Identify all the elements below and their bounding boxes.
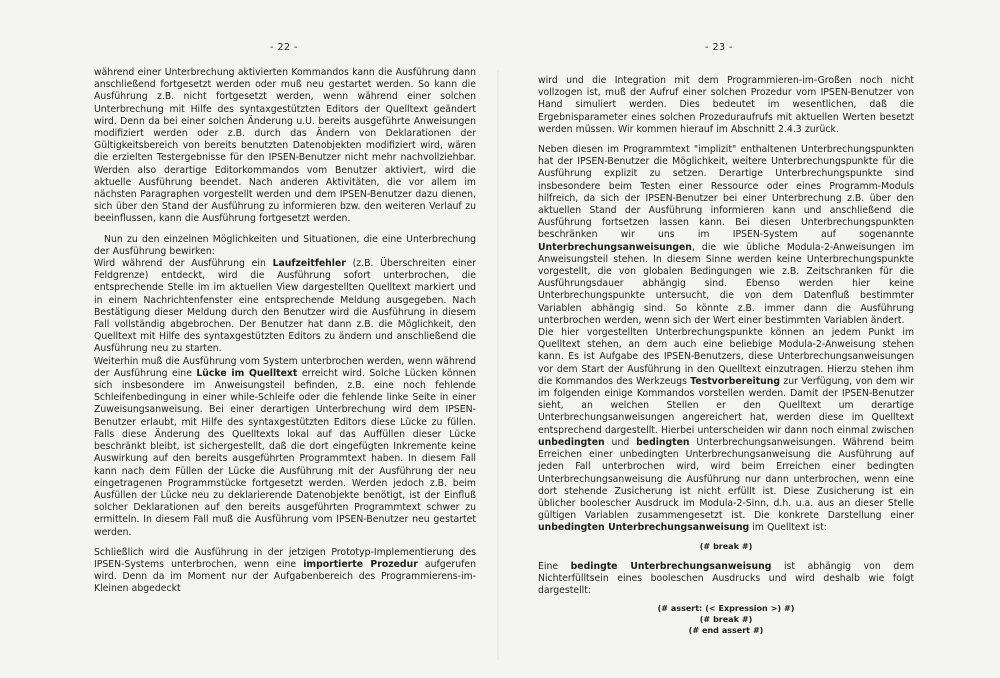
page-number: - 23 -: [705, 42, 733, 53]
paragraph: Die hier vorgestellten Unterbrechungspunkte können an jedem Punkt im Quelltext stehen, an dem auch eine beliebige Modula-2-Anweisung stehen kann. Es ist Aufgabe des IPSEN-Benutzers, diese Unterbrechungsanweisungen vor dem Start der Ausführung in den Quelltext einzutragen. Hierzu stehen ihm die Kommandos des Werkzeugs Testvorbereitung zur Verfügung, von dem wir im folgenden einige Kommandos vorstellen werden. Damit der IPSEN-Benutzer sieht, an welchen Stellen er den Quelltext um derartige Unterbrechungsanweisungen angereichert hat, werden diese im Quelltext entsprechend dargestellt. Hierbei unterscheiden wir dann noch einmal zwischen unbedingten und bedingten Unterbrechungsanweisungen. Während beim Erreichen einer unbedingten Unterbrechungsanweisung die Ausführung auf jeden Fall unterbrochen wird, wird beim Erreichen einer bedingten Unterbrechungsanweisung die Ausführung nur dann unterbrochen, wenn eine dort stehende Zusicherung ist nicht erfüllt ist. Diese Zusicherung ist ein üblicher boolescher Ausdruck im Modula-2-Sinn, d.h. u.a. aus an dieser Stelle gültigen Variablen zusammengesetzt ist. Die konkrete Darstellung einer unbedingten Unterbrechungsanweisung im Quelltext ist:: [538, 327, 914, 534]
term-testvorbereitung: Testvorbereitung: [690, 375, 781, 387]
page-number: - 22 -: [270, 42, 298, 53]
term-laufzeitfehler: Laufzeitfehler: [272, 258, 346, 270]
right-page: [500, 0, 1000, 678]
term-bedingte-unterbrechungsanweisung: bedingte Unterbrechungsanweisung: [570, 560, 772, 572]
code-break: (# break #): [699, 541, 753, 551]
code-line: (# break #): [699, 615, 753, 625]
term-unterbrechungsanweisungen: Unterbrechungsanweisungen: [538, 241, 692, 253]
paragraph: Eine bedingte Unterbrechungsanweisung ist abhängig von dem Nichterfülltsein eines booleschen Ausdrucks und wird deshalb wie folgt dargestellt:: [538, 560, 914, 597]
paragraph: Wird während der Ausführung ein Laufzeitfehler (z.B. Überschreiten einer Feldgrenze) entdeckt, wird die Ausführung sofort unterbrochen, die entsprechende Stelle im im aktuellen View dargestellten Quelltext markiert und in einem Nachrichtenfenster eine entsprechende Meldung ausgegeben. Nach Bestätigung dieser Meldung durch den Benutzer wird die Ausführung in diesem Fall vollständig abgebrochen. Der Benutzer hat dann z.B. die Möglichkeit, den Quelltext mit Hilfe des syntaxgestützten Editors zu ändern und anschließend die Ausführung neu zu starten.: [94, 258, 476, 355]
paragraph: Schließlich wird die Ausführung in der jetzigen Prototyp-Implementierung des IPSEN-Systems unterbrochen, wenn eine importierte Prozedur aufgerufen wird. Denn da im Moment nur der Aufgabenbereich des Programmierens-im-Kleinen abgedeckt: [94, 546, 476, 595]
left-page-text: [94, 67, 476, 604]
term-unbedingten: unbedingten: [538, 436, 605, 448]
paragraph: wird und die Integration mit dem Programmieren-im-Großen noch nicht vollzogen ist, muß der Aufruf einer solchen Prozedur vom IPSEN-Benutzer von Hand simuliert werden. Dies bedeutet im wesentlichen, daß die Ergebnisparameter eines solchen Prozeduraufrufs mit aktuellen Werten besetzt werden müssen. Wir kommen hierauf im Abschnitt 2.4.3 zurück.: [538, 75, 914, 135]
term-luecke-im-quelltext: Lücke im Quelltext: [196, 367, 298, 379]
term-unbedingte-unterbrechungsanweisung: unbedingten Unterbrechungsanweisung: [538, 522, 750, 534]
paragraph: Nun zu den einzelnen Möglichkeiten und Situationen, die eine Unterbrechung der Ausführung bewirken:: [94, 233, 476, 257]
code-line: (# assert: (< Expression >) #): [657, 604, 795, 614]
right-page-text: [538, 75, 914, 644]
code-assert-block: [538, 603, 914, 636]
code-line: (# end assert #): [688, 626, 764, 636]
term-importierte-prozedur: importierte Prozedur: [303, 558, 418, 570]
paragraph: Weiterhin muß die Ausführung vom System unterbrochen werden, wenn während der Ausführung eine Lücke im Quelltext erreicht wird. Solche Lücken können sich insbesondere im Anweisungsteil befinden, z.B. eine noch fehlende Schleifenbedingung in einer while-Schleife oder die fehlende linke Seite in einer Zuweisungsanweisung. Bei einer derartigen Unterbrechung wird dem IPSEN-Benutzer erlaubt, mit Hilfe des syntaxgestützten Editors diese Lücke zu füllen. Falls diese Änderung des Quelltexts lokal auf das Auffüllen dieser Lücke beschränkt bleibt, ist sichergestellt, daß die dort eingefügten Inkremente keine Auswirkung auf den bereits ausgeführten Programmtext haben. In diesem Fall kann nach dem Füllen der Lücke die Ausführung mit der Ausführung der neu eingetragenen Programmstücke fortgesetzt werden. Werden jedoch z.B. beim Ausfüllen der Lücke neu zu deklarierende Datenobjekte benötigt, ist der Einfluß solcher Deklarationen auf den bereits ausgeführten Programmtext schwer zu ermitteln. In diesem Fall muß die Ausführung vom IPSEN-Benutzer neu gestartet werden.: [94, 355, 477, 538]
term-bedingten: bedingten: [636, 436, 690, 448]
paragraph: während einer Unterbrechung aktivierten Kommandos kann die Ausführung dann anschließend fortgesetzt werden oder muß neu gestartet werden. So kann die Ausführung z.B. nicht fortgesetzt werden, wenn während einer solchen Unterbrechung mit Hilfe des syntaxgestützten Editors der Quelltext geändert wird. Denn da bei einer solchen Änderung u.U. bereits ausgeführte Anweisungen modifiziert werden oder z.B. durch das Ändern von Deklarationen der Gültigkeitsbereich von bereits benutzten Datenobjekten modifiziert wird, wären die erzielten Testergebnisse für den IPSEN-Benutzer nicht mehr nachvollziehbar. Werden also derartige Editorkommandos vom Benutzer aktiviert, wird die aktuelle Ausführung beendet. Nach anderen Aktivitäten, die vor allem im nächsten Paragraphen vorgestellt werden und dem IPSEN-Benutzer dazu dienen, sich über den Stand der Ausführung zu informieren bzw. den weiteren Verlauf zu beeinflussen, kann die Ausführung fortgesetzt werden.: [94, 67, 476, 225]
paragraph: Neben diesen im Programmtext "implizit" enthaltenen Unterbrechungspunkten hat der IPSEN-Benutzer die Möglichkeit, weitere Unterbrechungspunkte für die Ausführung explizit zu setzen. Derartige Unterbrechungspunkte sind insbesondere beim Testen einer Ressource oder eines Programm-Moduls hilfreich, da sich der IPSEN-Benutzer bei einer Unterbrechung z.B. über den aktuellen Stand der Ausführung informieren kann und anschließend die Ausführung fortsetzen lassen kann. Bei diesen Unterbrechungspunkten beschränken wir uns im IPSEN-System auf sogenannte Unterbrechungsanweisungen, die wie übliche Modula-2-Anweisungen im Anweisungsteil stehen. In diesem Sinne werden keine Unterbrechungspunkte vorgestellt, die von globalen Bedingungen wie z.B. Zeitschranken für die Ausführungsdauer abhängig sind. Ebenso werden hier keine Unterbrechungspunkte untersucht, die von dem Datenfluß bestimmter Variablen abhängig sind. So könnte z.B. immer dann die Ausführung unterbrochen werden, wenn sich der Wert einer bestimmten Variablen ändert.: [538, 144, 914, 326]
